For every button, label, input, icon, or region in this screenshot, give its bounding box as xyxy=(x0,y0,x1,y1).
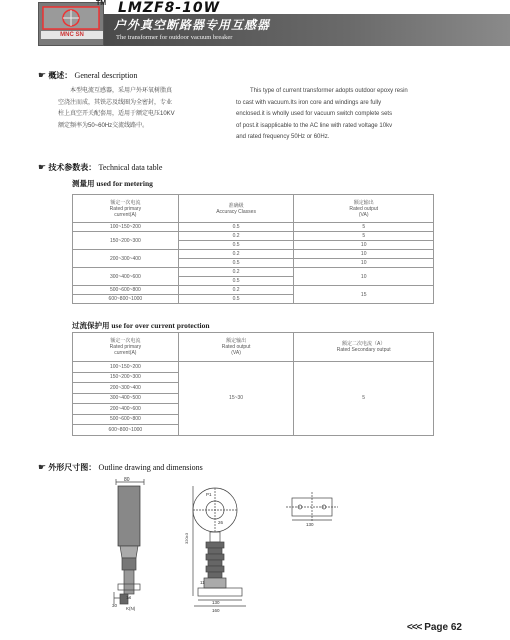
current-cell: 600~800~1000 xyxy=(73,425,179,436)
current-cell: 300~400~600 xyxy=(73,268,179,286)
class-cell: 0.5 xyxy=(178,259,294,268)
class-cell: 0.2 xyxy=(178,250,294,259)
overview-cn-line: 空浇注而成，其铁芯及线圈为全密封，专业 xyxy=(58,99,173,106)
chinese-title: 户外真空断路器专用互感器 xyxy=(114,18,271,32)
table-row xyxy=(73,286,434,295)
overview-en-line: and rated frequency 50Hz or 60Hz. xyxy=(236,134,330,140)
current-cell: 500~600~800 xyxy=(73,286,179,295)
pointing-hand-icon: ☛ xyxy=(38,162,47,172)
logo-mark-icon xyxy=(39,3,103,31)
class-cell: 0.5 xyxy=(178,295,294,304)
class-cell: 0.5 xyxy=(178,241,294,250)
drawing-label-en: Outline drawing and dimensions xyxy=(98,463,203,472)
table-row xyxy=(73,223,434,232)
technical-label-en: Technical data table xyxy=(98,163,163,172)
metering-col-current: 额定一次电流 Rated primary current(A) xyxy=(73,195,179,223)
dim-kn: K(N) xyxy=(126,606,136,611)
logo xyxy=(38,0,107,46)
dim-11: 11 xyxy=(200,580,205,585)
technical-heading xyxy=(38,162,162,173)
dim-26: 26 xyxy=(218,520,224,525)
overview-cn-line: 额定频率为50~60Hz交流线路中。 xyxy=(58,122,149,129)
overview-text-en xyxy=(236,86,456,144)
front-view xyxy=(114,479,144,604)
dim-30: 30 xyxy=(112,603,118,608)
pointing-hand-icon: ☛ xyxy=(38,70,47,80)
current-cell: 200~300~400 xyxy=(73,250,179,268)
dim-vertical: 320±3 xyxy=(184,532,189,544)
dim-130: 130 xyxy=(212,600,220,605)
table-row xyxy=(73,362,434,373)
table-row xyxy=(73,268,434,277)
dim-p1: P1 xyxy=(206,492,212,497)
english-subtitle: The transformer for outdoor vacuum breaker xyxy=(116,34,233,41)
output-cell: 15~30 xyxy=(178,362,294,436)
pointing-hand-icon: ☛ xyxy=(38,462,47,472)
top-view xyxy=(286,492,338,522)
drawing-heading xyxy=(38,462,203,473)
output-cell: 10 xyxy=(294,259,434,268)
metering-title-cn: 测量用 xyxy=(72,179,95,188)
output-cell: 5 xyxy=(294,232,434,241)
protection-table xyxy=(72,332,434,436)
output-cell: 5 xyxy=(294,223,434,232)
overview-en-line: of post.it isapplicable to the AC line with rated voltage 10kv xyxy=(236,122,393,129)
metering-title xyxy=(72,178,153,189)
page-label: Page 62 xyxy=(424,622,462,633)
metering-col-class: 准确级 Accuracy Classes xyxy=(178,195,294,223)
dim-80: 80 xyxy=(124,477,130,483)
protection-col-output: 额定输出 Rated output (VA) xyxy=(178,333,294,362)
metering-table xyxy=(72,194,434,304)
drawing-label-cn: 外形尺寸图： xyxy=(48,463,97,472)
output-cell: 10 xyxy=(294,250,434,259)
overview-text-cn xyxy=(58,86,228,132)
current-cell: 300~400~500 xyxy=(73,393,179,404)
side-view xyxy=(193,486,246,606)
overview-cn-line: 本型电流互感器，采用户外环氧树脂真 xyxy=(70,88,173,94)
protection-col-current: 额定一次电流 Rated primary current(A) xyxy=(73,333,179,362)
logo-text: MNC SN xyxy=(41,31,103,39)
dim-side-130: 130 xyxy=(306,522,314,527)
current-cell: 200~400~600 xyxy=(73,404,179,415)
table-row xyxy=(73,250,434,259)
overview-heading xyxy=(38,70,137,81)
protection-col-secondary: 额定二次电流（A） Rated Secondary output xyxy=(294,333,434,362)
back-arrows-icon: <<< xyxy=(406,622,422,633)
overview-cn-line: 柱上真空开关配套用，适用于额定电压10KV xyxy=(58,111,175,117)
protection-title-en: use for over current protection xyxy=(111,321,210,330)
overview-label-en: General description xyxy=(74,71,138,80)
protection-title xyxy=(72,320,210,331)
model-title: LMZF8-10W xyxy=(118,0,221,16)
current-cell: 600~800~1000 xyxy=(73,295,179,304)
class-cell: 0.5 xyxy=(178,277,294,286)
trademark: TM xyxy=(96,0,107,7)
dim-160: 160 xyxy=(212,608,220,613)
class-cell: 0.2 xyxy=(178,286,294,295)
current-cell: 100~150~200 xyxy=(73,223,179,232)
class-cell: 0.2 xyxy=(178,232,294,241)
metering-title-en: used for metering xyxy=(96,179,153,188)
current-cell: 150~200~300 xyxy=(73,372,179,383)
current-cell: 200~300~400 xyxy=(73,383,179,394)
technical-label-cn: 技术参数表： xyxy=(48,163,97,172)
output-cell: 10 xyxy=(294,241,434,250)
table-row xyxy=(73,232,434,241)
class-cell: 0.5 xyxy=(178,223,294,232)
secondary-cell: 5 xyxy=(294,362,434,436)
overview-en-line: This type of current transformer adopts outdoor epoxy resin xyxy=(250,88,408,94)
outline-drawing xyxy=(100,474,460,614)
metering-col-output: 额定输出 Rated output (VA) xyxy=(294,195,434,223)
overview-en-line: enclosed.it is wholly used for vacuum switch complete sets xyxy=(236,111,393,117)
current-cell: 150~200~300 xyxy=(73,232,179,250)
protection-title-cn: 过流保护用 xyxy=(72,321,110,330)
output-cell: 10 xyxy=(294,268,434,286)
page-number xyxy=(407,622,462,633)
output-cell: 15 xyxy=(294,286,434,304)
class-cell: 0.2 xyxy=(178,268,294,277)
overview-en-line: to cast with vacuum.Its iron core and windings are fully xyxy=(236,99,382,106)
overview-label-cn: 概述： xyxy=(48,71,73,80)
header xyxy=(0,0,510,48)
dim-14: 14 xyxy=(126,595,132,600)
current-cell: 500~600~800 xyxy=(73,414,179,425)
current-cell: 100~150~200 xyxy=(73,362,179,373)
